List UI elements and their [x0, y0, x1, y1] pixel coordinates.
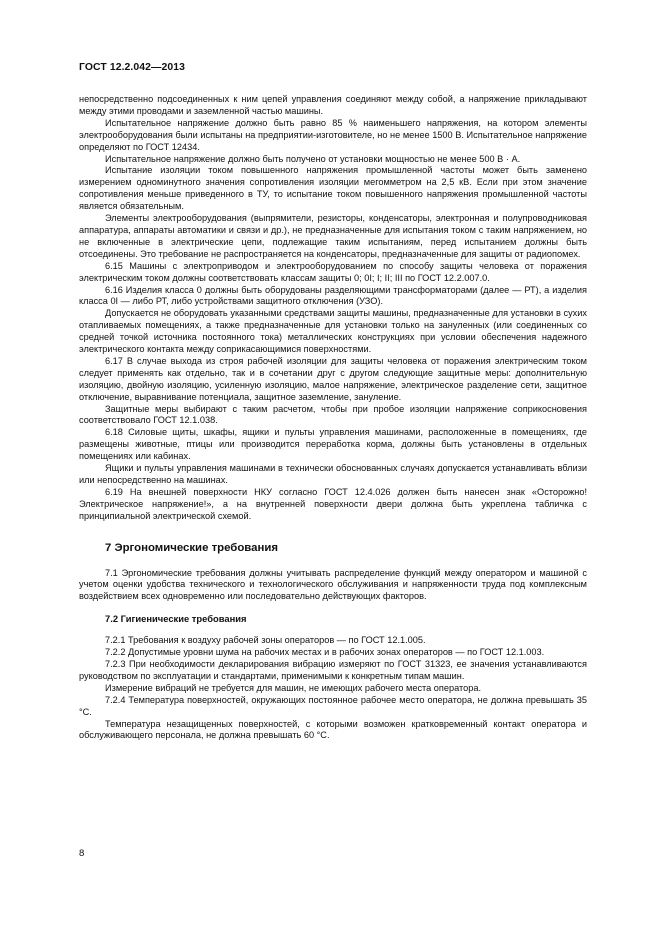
document-header: ГОСТ 12.2.042—2013: [79, 62, 186, 73]
clause-7-2-2: 7.2.2 Допустимые уровни шума на рабочих местах и в рабочих зонах операторов — по ГОСТ 12.1.003.: [105, 647, 545, 658]
clause-7-2-3: 7.2.3 При необходимости декларирования вибрацию измеряют по ГОСТ 31323, ее значения устанавливаются руководством по эксплуатации и стандартами, применимыми к конкретным типам машин.: [79, 658, 587, 681]
clause-7-2-4: 7.2.4 Температура поверхностей, окружающих постоянное рабочее место оператора, не должна превышать 35 °С.: [79, 694, 587, 717]
paragraph: Элементы электрооборудования (выпрямители, резисторы, конденсаторы, электронная и полупроводниковая аппаратура, аппараты автоматики и связи и др.), не предназначенные для испытания током с таким напряжением, но не включенные в электрические цепи, подлежащие таким испытаниям, перед испытанием должны быть отсоединены. Это требование не распространяется на конденсаторы, предназначенные для защиты от радиопомех.: [79, 213, 587, 259]
paragraph: Защитные меры выбирают с таким расчетом, чтобы при пробое изоляции напряжение соприкосновения соответствовало ГОСТ 12.1.038.: [79, 403, 587, 426]
paragraph: непосредственно подсоединенных к ним цепей управления соединяют между собой, а напряжение прикладывают между этими проводами и заземленной частью машины.: [79, 94, 587, 116]
paragraph: Испытание изоляции током повышенного напряжения промышленной частоты может быть заменено измерением одноминутного значения сопротивления изоляции мегомметром на 2,5 кВ. Если при этом значение сопротивления меньше приведенного в ТУ, то испытание током повышенного напряжения промышленной частоты является обязательным.: [79, 165, 587, 212]
clause-7-1: 7.1 Эргономические требования должны учитывать распределение функций между оператором и машиной с учетом оценки удобства технического и технологического обслуживания и напряженности труда под комплексным воздействием всех одновременно или последовательно действующих факторов.: [79, 567, 587, 602]
clause-6-15: 6.15 Машины с электроприводом и электрооборудованием по способу защиты человека от поражения электрическим током должны соответствовать классам защиты 0; 0I; I; II; III по ГОСТ 12.2.007.0.: [79, 260, 587, 283]
clause-6-18: 6.18 Силовые щиты, шкафы, ящики и пульты управления машинами, расположенные в помещениях, где размещены животные, птицы или производится переработка корма, должны быть установлены в отдельных помещениях или кабинах.: [79, 427, 587, 462]
paragraph: Измерение вибраций не требуется для машин, не имеющих рабочего места оператора.: [105, 682, 482, 693]
paragraph: Испытательное напряжение должно быть равно 85 % наименьшего напряжения, на котором элементы электрооборудования были испытаны на предприятии-изготовителе, но не менее 1500 В. Испытательное напряжение определяют по ГОСТ 12434.: [79, 117, 587, 152]
clause-6-17: 6.17 В случае выхода из строя рабочей изоляции для защиты человека от поражения электрическим током следует применять как отдельно, так и в сочетании друг с другом следующие защитные меры: дополнительную изоляцию, двойную изоляцию, усиленную изоляцию, малое напряжение, электрическое разделение сети, защитное отключение, выравнивание потенциала, защитное заземление, зануление.: [79, 355, 587, 402]
clause-7-2-1: 7.2.1 Требования к воздуху рабочей зоны операторов — по ГОСТ 12.1.005.: [105, 635, 426, 646]
section-7-title: 7 Эргономические требования: [105, 541, 278, 554]
clause-6-16: 6.16 Изделия класса 0 должны быть оборудованы разделяющими трансформаторами (далее — РТ), а изделия класса 0I — либо РТ, либо устройствами защитного отключения (УЗО).: [79, 284, 587, 307]
section-7-2-title: 7.2 Гигиенические требования: [105, 613, 247, 625]
page-body: [79, 94, 587, 742]
clause-6-19: 6.19 На внешней поверхности НКУ согласно ГОСТ 12.4.026 должен быть нанесен знак «Осторожно! Электрическое напряжение!», а на внутренней поверхности двери должна быть укреплена табличка с принципиальной электрической схемой.: [79, 486, 587, 521]
paragraph: Испытательное напряжение должно быть получено от установки мощностью не менее 500 В · А.: [105, 153, 521, 164]
paragraph: Допускается не оборудовать указанными средствами защиты машины, предназначенные для установки в сухих отапливаемых помещениях, а также предназначенные для установки только на зануленных (или соединенных со средней точкой источника постоянного тока) металлических конструкциях при условии обеспечения надежного электрического контакта между соприкасающимися поверхностями.: [79, 308, 587, 355]
paragraph: Температура незащищенных поверхностей, с которыми возможен кратковременный контакт оператора и обслуживающего персонала, не должна превышать 60 °С.: [79, 718, 587, 741]
paragraph: Ящики и пульты управления машинами в технически обоснованных случаях допускается устанавливать вблизи или непосредственно на машинах.: [79, 463, 587, 485]
page-number: 8: [79, 848, 85, 859]
